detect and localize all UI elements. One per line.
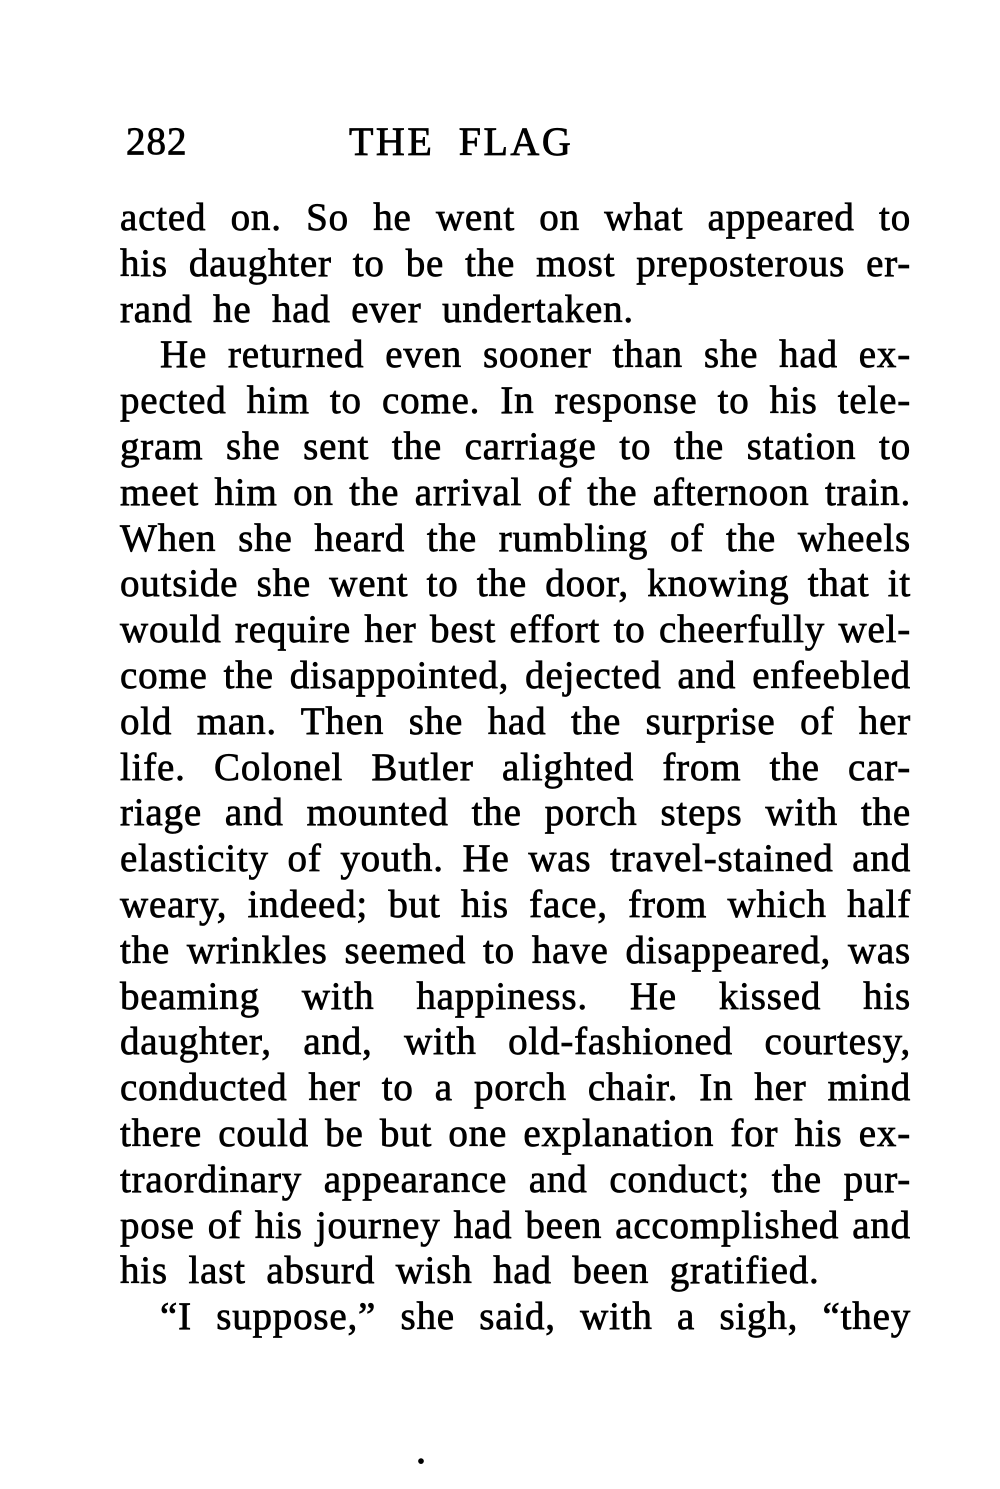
text-line: riage and mounted the porch steps with the bbox=[120, 791, 911, 835]
ink-speck: . bbox=[416, 1427, 426, 1472]
text-line: his last absurd wish had been gratified. bbox=[120, 1249, 820, 1293]
text-line: gram she sent the carriage to the station to bbox=[120, 424, 911, 468]
text-line: weary, indeed; but his face, from which half bbox=[120, 882, 911, 926]
text-line: daughter, and, with old-fashioned courtesy, bbox=[120, 1020, 911, 1064]
text-line: his daughter to be the most preposterous er- bbox=[120, 241, 911, 285]
text-line: old man. Then she had the surprise of her bbox=[120, 699, 911, 743]
text-line: beaming with happiness. He kissed his bbox=[120, 974, 911, 1018]
text-line: acted on. So he went on what appeared to bbox=[120, 196, 911, 239]
text-line: conducted her to a porch chair. In her mind bbox=[120, 1066, 911, 1110]
text-line: life. Colonel Butler alighted from the car- bbox=[120, 745, 911, 789]
text-line: pose of his journey had been accomplished and bbox=[120, 1203, 911, 1247]
text-line: meet him on the arrival of the afternoon train. bbox=[120, 470, 911, 514]
text-line: “I suppose,” she said, with a sigh, “they bbox=[160, 1295, 911, 1339]
text-block bbox=[120, 195, 911, 1340]
text-line: outside she went to the door, knowing that it bbox=[120, 562, 911, 606]
page-header bbox=[0, 120, 1000, 166]
text-line: there could be but one explanation for his ex- bbox=[120, 1111, 911, 1155]
page-number: 282 bbox=[126, 120, 188, 163]
running-title: THE FLAG bbox=[349, 119, 574, 164]
text-line: the wrinkles seemed to have disappeared, was bbox=[120, 928, 911, 972]
text-line: elasticity of youth. He was travel-stained and bbox=[120, 837, 911, 881]
text-line: When she heard the rumbling of the wheels bbox=[120, 516, 911, 560]
text-line: pected him to come. In response to his tele- bbox=[120, 379, 911, 423]
text-line: come the disappointed, dejected and enfeebled bbox=[120, 653, 911, 697]
text-line: traordinary appearance and conduct; the pur- bbox=[120, 1157, 911, 1201]
text-line: rand he had ever undertaken. bbox=[120, 287, 634, 331]
text-line: would require her best effort to cheerfully wel- bbox=[120, 608, 911, 652]
text-line: He returned even sooner than she had ex- bbox=[160, 333, 911, 377]
